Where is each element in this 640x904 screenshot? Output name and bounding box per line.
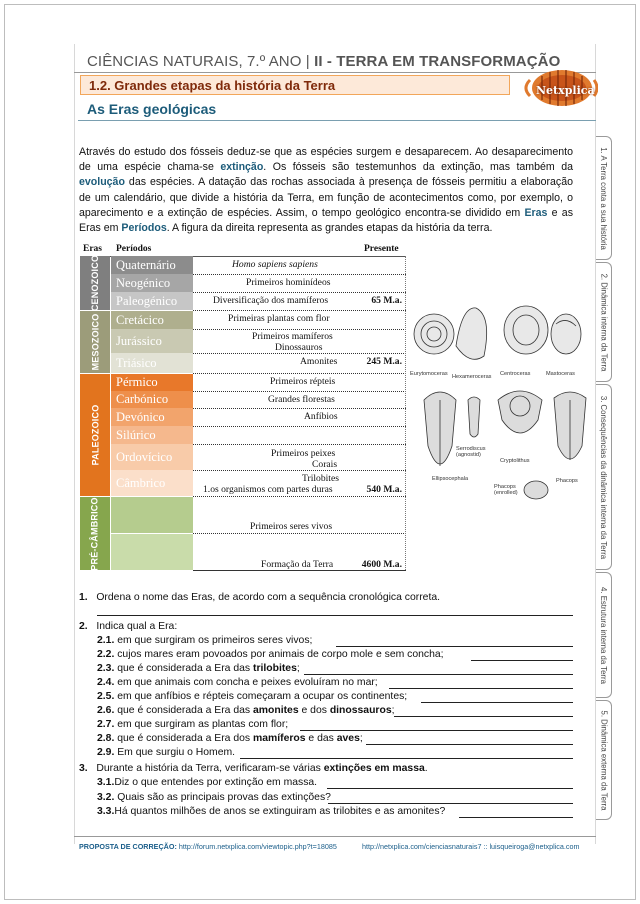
fossil-label: Mastoceras bbox=[546, 371, 575, 377]
era-paleozoico: PALEOZOICO bbox=[80, 374, 110, 496]
period-permico: Pérmico bbox=[111, 374, 193, 391]
answer-line-2-1[interactable] bbox=[336, 646, 573, 647]
fossil-label: Serrodiscus (agnostid) bbox=[456, 446, 486, 458]
tab-consequencias[interactable]: 3. Consequências da dinâmica interna da Terra bbox=[596, 384, 612, 570]
subject-label: CIÊNCIAS NATURAIS, 7.º ANO | bbox=[87, 53, 310, 70]
question-2-4: 2.4. em que animais com concha e peixes evoluíram no mar; bbox=[97, 677, 378, 688]
page-header bbox=[87, 53, 560, 70]
question-3: 3. Durante a história da Terra, verificaram-se várias extinções em massa. bbox=[79, 763, 428, 774]
answer-line-2-6[interactable] bbox=[394, 716, 573, 717]
event: Amonites bbox=[300, 356, 338, 367]
answer-line-2-5[interactable] bbox=[421, 702, 573, 703]
table-bottom-rule bbox=[193, 570, 406, 571]
col-header-periodos: Períodos bbox=[116, 244, 152, 254]
event: 1.os organismos com partes duras bbox=[203, 484, 333, 495]
question-2-6: 2.6. que é considerada a Era das amonites e dos dinossauros; bbox=[97, 705, 395, 716]
tab-dinamica-externa[interactable]: 5. Dinâmica externa da Terra bbox=[596, 700, 612, 820]
event: Formação da Terra bbox=[261, 559, 334, 570]
row-divider bbox=[193, 373, 406, 374]
period-ordovicico: Ordovícico bbox=[111, 444, 193, 470]
row-divider bbox=[193, 391, 406, 392]
event: Primeiros hominídeos bbox=[246, 277, 331, 288]
term-extincao: extinção bbox=[220, 161, 264, 174]
question-2-3: 2.3. que é considerada a Era das trilobites; bbox=[97, 663, 300, 674]
row-divider bbox=[193, 310, 406, 311]
age-marker: 65 M.a. bbox=[371, 295, 402, 306]
period-triasico: Triásico bbox=[111, 353, 193, 373]
tab-terra-historia[interactable]: 1. A Terra conta a sua história bbox=[596, 136, 612, 260]
event: Primeiros peixes bbox=[271, 448, 336, 459]
fossil-label: Centroceras bbox=[500, 371, 531, 377]
answer-line-2-2[interactable] bbox=[471, 660, 573, 661]
era-mesozoico: MESOZOICO bbox=[80, 311, 110, 373]
event: Corais bbox=[312, 459, 338, 470]
row-divider bbox=[193, 329, 406, 330]
question-2-8: 2.8. que é considerada a Era dos mamíferos e das aves; bbox=[97, 733, 363, 744]
event: Trilobites bbox=[302, 473, 339, 484]
fossil-label: Hexameroceras bbox=[452, 374, 492, 380]
answer-line-3-2[interactable] bbox=[328, 803, 573, 804]
col-header-presente: Presente bbox=[364, 244, 399, 254]
row-divider bbox=[193, 353, 406, 354]
event: Grandes florestas bbox=[268, 394, 335, 405]
period-neogenico: Neogénico bbox=[111, 274, 193, 292]
answer-line-1[interactable] bbox=[97, 615, 573, 616]
event: Primeiras plantas com flor bbox=[228, 313, 330, 324]
question-1: 1. Ordena o nome das Eras, de acordo com a sequência cronológica correta. bbox=[79, 592, 441, 603]
fossil-label: Cryptolithus bbox=[500, 458, 530, 464]
question-2-5: 2.5. em que anfíbios e répteis começaram a ocupar os continentes; bbox=[97, 691, 408, 702]
row-divider bbox=[193, 496, 406, 497]
age-marker: 540 M.a. bbox=[366, 484, 402, 495]
answer-line-2-8[interactable] bbox=[366, 744, 573, 745]
period-quaternario: Quaternário bbox=[111, 256, 193, 274]
event: Primeiros seres vivos bbox=[250, 521, 333, 532]
unit-label: II - TERRA EM TRANSFORMAÇÃO bbox=[314, 53, 561, 70]
answer-line-2-7[interactable] bbox=[300, 730, 573, 731]
col-header-eras: Eras bbox=[83, 244, 102, 254]
term-evolucao: evolução bbox=[79, 176, 125, 189]
question-2-7: 2.7. em que surgiram as plantas com flor; bbox=[97, 719, 289, 730]
era-precambrico: PRÉ-CÂMBRICO bbox=[80, 497, 110, 570]
subsection-divider bbox=[78, 120, 596, 121]
question-3-3: 3.3.Há quantos milhões de anos se extinguiram as trilobites e as amonites? bbox=[97, 806, 446, 817]
period-carbonico: Carbónico bbox=[111, 391, 193, 408]
term-periodos: Períodos bbox=[121, 222, 167, 235]
event: Diversificação dos mamíferos bbox=[213, 295, 329, 306]
subsection-title: As Eras geológicas bbox=[87, 101, 217, 117]
row-divider bbox=[193, 444, 406, 445]
period-cambrico: Câmbrico bbox=[111, 470, 193, 496]
period-jurassico: Jurássico bbox=[111, 329, 193, 353]
footer-contact-link[interactable]: http://netxplica.com/cienciasnaturais7 :: luisqueiroga@netxplica.com bbox=[362, 842, 580, 851]
question-2-2: 2.2. cujos mares eram povoados por animais de corpo mole e sem concha; bbox=[97, 649, 444, 660]
fossil-label: Phacops (enrolled) bbox=[494, 484, 518, 496]
answer-line-3-1[interactable] bbox=[327, 788, 573, 789]
fossil-label: Eurytomoceras bbox=[410, 371, 448, 377]
fossil-label: Phacops bbox=[556, 478, 578, 484]
age-marker: 245 M.a. bbox=[366, 356, 402, 367]
period-cretacico: Cretácico bbox=[111, 311, 193, 329]
age-marker: 4600 M.a. bbox=[361, 559, 402, 570]
question-3-2: 3.2. Quais são as principais provas das extinções? bbox=[97, 792, 331, 803]
row-divider bbox=[193, 426, 406, 427]
period-paleogenico: Paleogénico bbox=[111, 292, 193, 310]
row-divider bbox=[193, 470, 406, 471]
period-devonico: Devónico bbox=[111, 408, 193, 426]
event: Anfíbios bbox=[304, 411, 338, 422]
question-2-9: 2.9. Em que surgiu o Homem. bbox=[97, 747, 236, 758]
correction-link[interactable]: http://forum.netxplica.com/viewtopic.php?t=18085 bbox=[178, 842, 337, 851]
row-divider bbox=[193, 533, 406, 534]
event: Dinossauros bbox=[275, 342, 323, 353]
intro-paragraph: Através do estudo dos fósseis deduz-se que as espécies surgem e desaparecem. Ao desaparecimento de uma espécie chama-se extinção. Os fósseis são testemunhos da extinção, mas também da evolução das espécies. A datação das rochas associada à presença de fósseis permitiu a elaboração de um calendário, que divide a história da Terra, em função de acontecimentos como, por exemplo, o aparecimento e a extinção de espécies. Assim, o tempo geológico encontra-se dividido em Eras e as Eras em Períodos. A figura da direita representa as grandes etapas da história da terra. bbox=[79, 146, 573, 235]
era-cenozoico: CENOZOICO bbox=[80, 256, 110, 310]
answer-line-2-9[interactable] bbox=[240, 758, 573, 759]
footer-divider bbox=[74, 836, 596, 837]
logo-text: Netxplica bbox=[536, 84, 595, 97]
answer-line-2-4[interactable] bbox=[389, 688, 573, 689]
question-3-1: 3.1.Diz o que entendes por extinção em massa. bbox=[97, 777, 318, 788]
term-eras: Eras bbox=[524, 206, 548, 219]
event: Primeiros mamíferos bbox=[252, 331, 333, 342]
fossil-illustration bbox=[404, 296, 590, 506]
period-precambrico-2 bbox=[111, 534, 193, 570]
footer-correction: PROPOSTA DE CORREÇÃO: http://forum.netxplica.com/viewtopic.php?t=18085 bbox=[79, 842, 337, 851]
event: Primeiros répteis bbox=[270, 376, 336, 387]
section-title: 1.2. Grandes etapas da história da Terra bbox=[80, 75, 510, 95]
row-divider bbox=[193, 408, 406, 409]
event: Homo sapiens sapiens bbox=[232, 259, 318, 270]
tab-estrutura-interna[interactable]: 4. Estrutura interna da Terra bbox=[596, 572, 612, 698]
row-divider bbox=[193, 292, 406, 293]
answer-line-3-3[interactable] bbox=[459, 817, 573, 818]
question-2-1: 2.1. em que surgiram os primeiros seres vivos; bbox=[97, 635, 313, 646]
question-2: 2. Indica qual a Era: bbox=[79, 621, 178, 632]
answer-line-2-3[interactable] bbox=[304, 674, 573, 675]
fossil-label: Ellipsocephala bbox=[432, 476, 469, 482]
tab-dinamica-interna[interactable]: 2. Dinâmica interna da Terra bbox=[596, 262, 612, 382]
row-divider bbox=[193, 274, 406, 275]
period-precambrico-1 bbox=[111, 497, 193, 533]
period-silurico: Silúrico bbox=[111, 426, 193, 444]
